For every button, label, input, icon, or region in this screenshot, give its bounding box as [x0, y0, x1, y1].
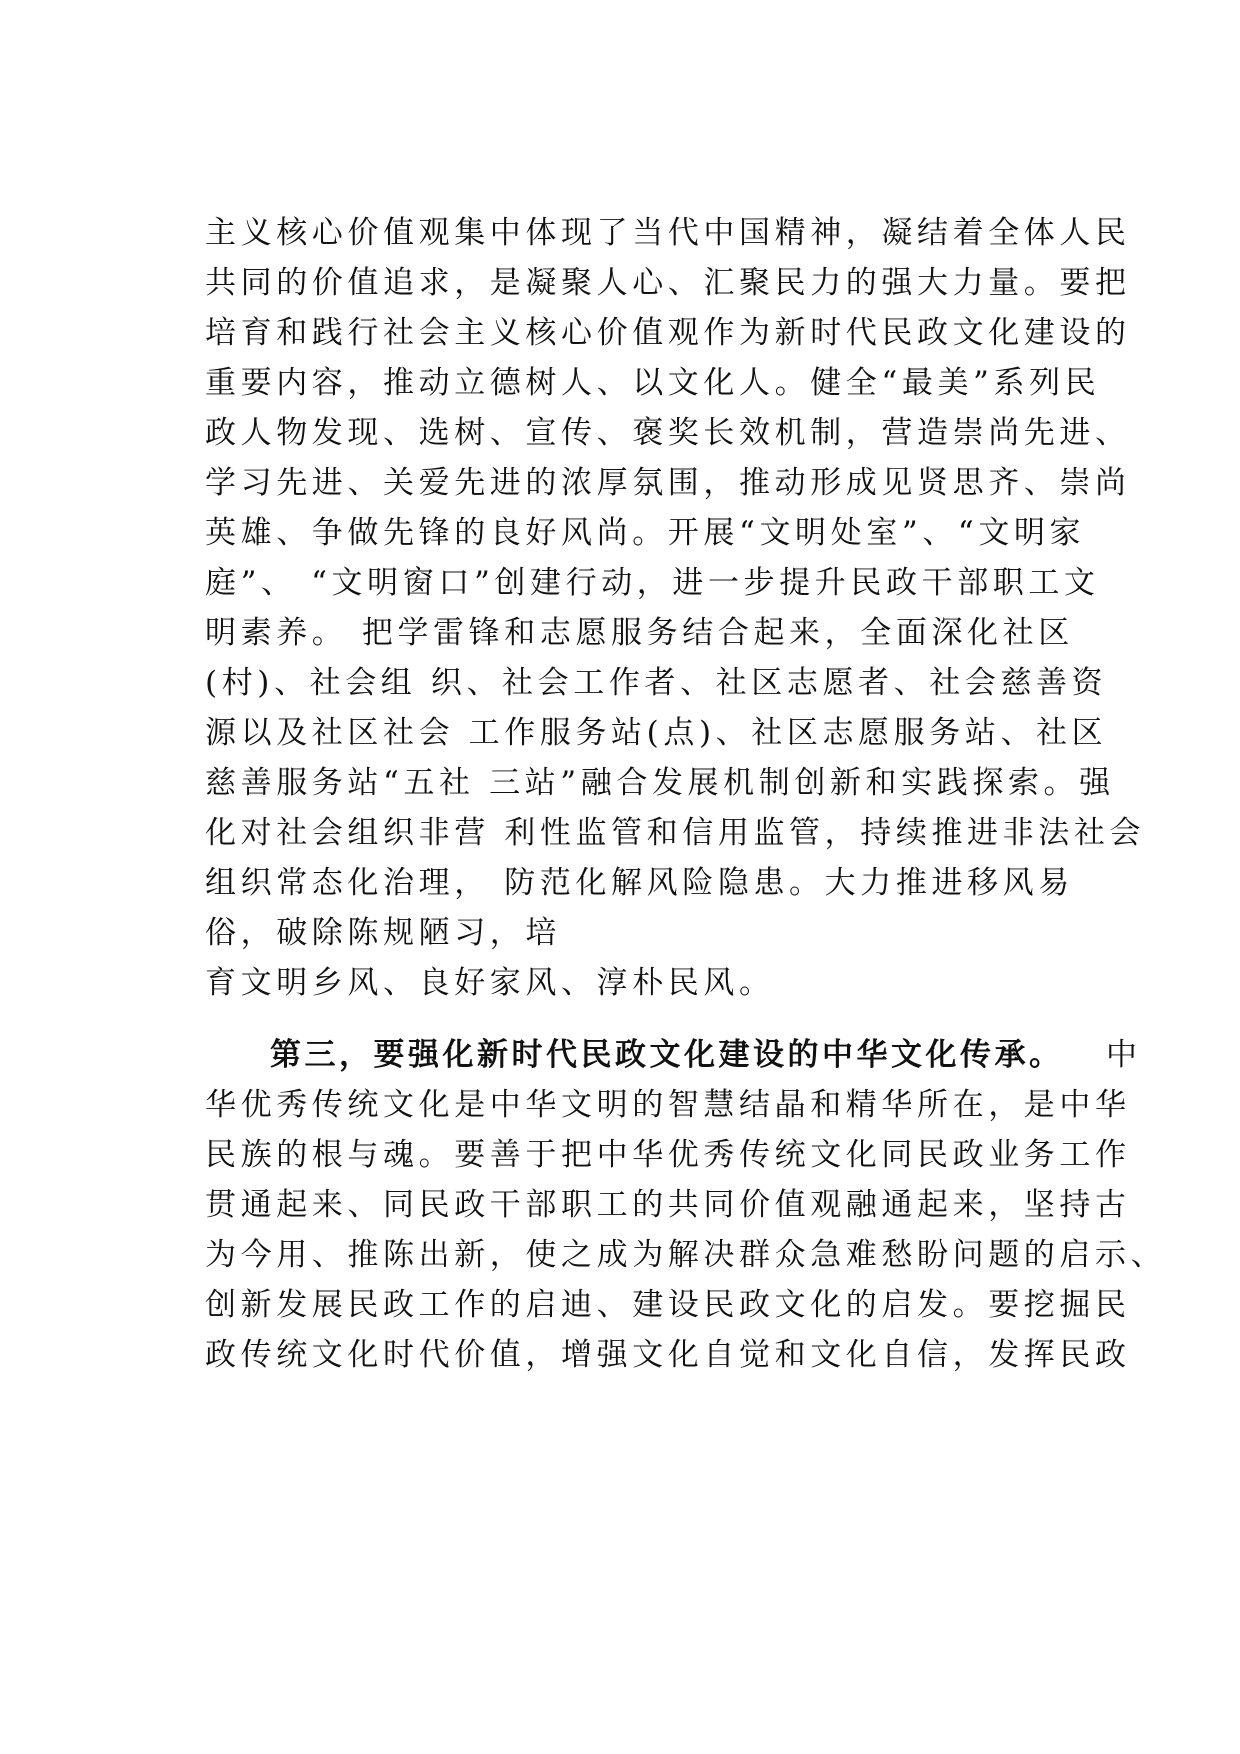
- body-text-line: 华优秀传统文化是中华文明的智慧结晶和精华所在，是中华: [205, 1087, 1131, 1123]
- body-text-line: 主义核心价值观集中体现了当代中国精神，凝结着全体人民: [205, 215, 1131, 251]
- body-text-line: 明素养。 把学雷锋和志愿服务结合起来，全面深化社区: [205, 615, 1074, 651]
- body-text-line: 源以及社区社会 工作服务站(点)、社区志愿服务站、社区: [205, 715, 1108, 751]
- body-text-line: 贯通起来、同民政干部职工的共同价值观融通起来，坚持古: [205, 1187, 1131, 1223]
- body-text-line: 创新发展民政工作的启迪、建设民政文化的启发。要挖掘民: [205, 1287, 1131, 1323]
- body-text-line: 共同的价值追求，是凝聚人心、汇聚民力的强大力量。要把: [205, 265, 1131, 301]
- body-text-line: 组织常态化治理， 防范化解风险隐患。大力推进移风易: [205, 865, 1074, 901]
- body-text-line: 俗，破除陈规陋习，培: [205, 915, 561, 951]
- body-text-line: 育文明乡风、良好家风、淳朴民风。: [205, 965, 775, 1001]
- body-text-line: 政传统文化时代价值，增强文化自觉和文化自信，发挥民政: [205, 1337, 1131, 1373]
- body-text-line: 庭”、 “文明窗口”创建行动，进一步提升民政干部职工文: [205, 565, 1100, 601]
- body-text-line: (村)、社会组 织、社会工作者、社区志愿者、社会慈善资: [205, 665, 1108, 701]
- body-text-line: 学习先进、关爱先进的浓厚氛围，推动形成见贤思齐、崇尚: [205, 465, 1131, 501]
- body-text-line: 化对社会组织非营 利性监管和信用监管，持续推进非法社会: [205, 815, 1146, 851]
- body-text-line: 民族的根与魂。要善于把中华优秀传统文化同民政业务工作: [205, 1137, 1131, 1173]
- body-text-line: 重要内容，推动立德树人、以文化人。健全“最美”系列民: [205, 365, 1101, 401]
- section-heading: 第三，要强化新时代民政文化建设的中华文化传承。: [270, 1037, 1064, 1073]
- body-text-line: 英雄、争做先锋的良好风尚。开展“文明处室”、“文明家: [205, 515, 1086, 551]
- body-text-fragment: 中: [1105, 1037, 1142, 1073]
- body-text-line: 政人物发现、选树、宣传、褒奖长效机制，营造崇尚先进、: [205, 415, 1131, 451]
- body-text-line: 为今用、推陈出新，使之成为解决群众急难愁盼问题的启示、: [205, 1237, 1167, 1273]
- body-text-line: 慈善服务站“五社 三站”融合发展机制创新和实践探索。强: [205, 765, 1115, 801]
- body-text-line: 培育和践行社会主义核心价值观作为新时代民政文化建设的: [205, 315, 1131, 351]
- section-lead-line: [270, 1035, 1142, 1075]
